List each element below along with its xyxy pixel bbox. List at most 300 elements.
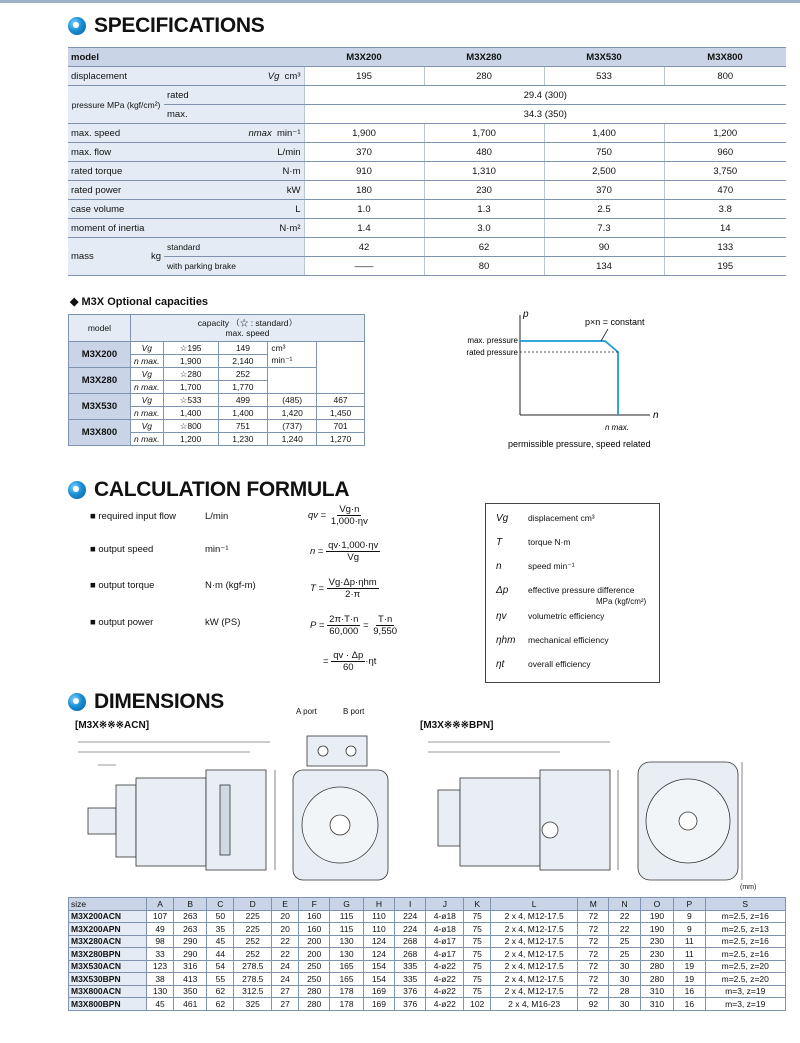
- opt-vg-label: [130, 368, 163, 381]
- spec-row-symbol: Vg: [267, 70, 280, 82]
- opt-cell: 2,140: [218, 355, 268, 368]
- legend-item: [496, 513, 595, 524]
- opt-cell: (485): [268, 394, 317, 407]
- spec-cell: 7.3: [544, 219, 664, 238]
- dims-header-cell: M: [578, 898, 609, 911]
- spec-mass-label: mass: [71, 251, 94, 262]
- dimensions-table: [68, 897, 786, 1011]
- dims-header-cell: G: [330, 898, 364, 911]
- dims-row: [69, 935, 786, 948]
- spec-cell: 960: [664, 143, 786, 162]
- dims-header-cell: P: [674, 898, 705, 911]
- dims-cell: 2 x 4, M12-17.5: [491, 923, 578, 936]
- dims-cell: 154: [363, 973, 394, 986]
- spec-cell: 195: [664, 257, 786, 276]
- opt-model: M3X530: [69, 394, 131, 420]
- calc-label: required input flow: [98, 511, 177, 522]
- dims-cell: 22: [272, 948, 299, 961]
- dims-cell: 252: [234, 935, 272, 948]
- calc-den: 9,550: [373, 626, 398, 637]
- center-circle: [330, 815, 350, 835]
- spec-cell: 1.3: [424, 200, 544, 219]
- spec-pressure-max-row: [68, 105, 786, 124]
- opt-empty: [268, 368, 317, 394]
- dims-cell: 178: [330, 985, 364, 998]
- dims-size-cell: M3X530BPN: [69, 973, 147, 986]
- spec-cell: 1,310: [424, 162, 544, 181]
- valve-block: [206, 770, 266, 870]
- acn-label: [M3X※※※ACN]: [75, 720, 150, 731]
- opt-cell: ☆280: [163, 368, 218, 381]
- spec-cell: 370: [544, 181, 664, 200]
- dims-cell: 22: [609, 910, 640, 923]
- spec-cell: 230: [424, 181, 544, 200]
- opt-row: [69, 342, 365, 355]
- dims-cell: 2 x 4, M12-17.5: [491, 935, 578, 948]
- dims-cell: 169: [363, 985, 394, 998]
- spec-cell: 90: [544, 238, 664, 257]
- spec-row: [68, 219, 786, 238]
- dims-cell: 28: [609, 985, 640, 998]
- dims-cell: 19: [674, 973, 705, 986]
- dims-cell: 75: [464, 973, 491, 986]
- dims-cell: 335: [395, 973, 426, 986]
- specifications-title: SPECIFICATIONS: [94, 14, 265, 37]
- graph-caption: permissible pressure, speed related: [508, 439, 651, 449]
- dims-cell: 165: [330, 960, 364, 973]
- spec-cell: 133: [664, 238, 786, 257]
- dims-cell: 107: [147, 910, 174, 923]
- dims-cell: 24: [272, 973, 299, 986]
- opt-row: [69, 394, 365, 407]
- dims-cell: m=2.5, z=20: [705, 960, 786, 973]
- dims-cell: 25: [609, 935, 640, 948]
- opt-cell: 1,700: [163, 381, 218, 394]
- spec-cell: 2,500: [544, 162, 664, 181]
- spec-row-label: displacement: [68, 67, 164, 86]
- mm-unit-label: (mm): [740, 884, 757, 891]
- dims-cell: m=2.5, z=16: [705, 910, 786, 923]
- calc-formula-torque: T = $\frac{\text{Vg·Δp·ηhm}}{2\cdot\pi}$: [310, 577, 377, 600]
- opt-cell: 1,230: [218, 433, 268, 446]
- dimensions-table-body: [69, 898, 786, 1011]
- dims-cell: 62: [207, 985, 234, 998]
- dims-cell: 9: [674, 923, 705, 936]
- spec-cell: 195: [304, 67, 424, 86]
- spec-cell: 910: [304, 162, 424, 181]
- opt-capacity-header: [130, 315, 364, 342]
- dims-cell: 110: [363, 923, 394, 936]
- optional-title-text: M3X Optional capacities: [81, 296, 209, 308]
- spec-pressure-label: pressure MPa (kgf/cm²): [68, 86, 164, 124]
- legend-item: [496, 537, 571, 548]
- calculation-heading: [68, 478, 349, 502]
- dims-header-cell: E: [272, 898, 299, 911]
- legend-item: [496, 611, 604, 622]
- dims-cell: m=2.5, z=16: [705, 948, 786, 961]
- dims-cell: 2 x 4, M12-17.5: [491, 948, 578, 961]
- dims-cell: 2 x 4, M12-17.5: [491, 973, 578, 986]
- dims-cell: 9: [674, 910, 705, 923]
- dims-cell: 224: [395, 923, 426, 936]
- dims-cell: 325: [234, 998, 272, 1011]
- dims-cell: 72: [578, 973, 609, 986]
- dimensions-heading: [68, 690, 224, 714]
- legend-item: [496, 659, 591, 670]
- legend-sym: ηt: [496, 659, 505, 670]
- spec-row-unit-text: N·m²: [279, 222, 301, 234]
- dims-header-cell: A: [147, 898, 174, 911]
- dims-header-cell: K: [464, 898, 491, 911]
- spec-row: [68, 200, 786, 219]
- opt-vg-sym: Vg: [141, 395, 152, 405]
- dims-cell: 4-ø17: [426, 948, 464, 961]
- dims-cell: 154: [363, 960, 394, 973]
- opt-cell: 1,400: [218, 407, 268, 420]
- calc-num: qv · Δp: [333, 650, 364, 661]
- legend-item: [496, 561, 575, 572]
- opt-vg-sym: Vg: [141, 343, 152, 353]
- dims-cell: 75: [464, 923, 491, 936]
- body: [460, 778, 540, 866]
- spec-row-unit-text: N·m: [282, 165, 301, 177]
- dims-cell: 11: [674, 948, 705, 961]
- opt-cell: ☆533: [163, 394, 218, 407]
- dims-cell: 110: [363, 910, 394, 923]
- opt-cell: 1,900: [163, 355, 218, 368]
- dims-cell: 72: [578, 935, 609, 948]
- dims-cell: 160: [299, 923, 330, 936]
- dims-cell: 310: [640, 998, 674, 1011]
- spec-cell: 1,400: [544, 124, 664, 143]
- spec-mass-unit: kg: [150, 251, 161, 262]
- spec-pressure-rated-row: [68, 86, 786, 105]
- dims-cell: 280: [299, 998, 330, 1011]
- legend-dp-unit: MPa (kgf/cm²): [596, 597, 647, 606]
- calc-label: output speed: [98, 544, 154, 555]
- calc-formula-power-alt: = $\frac{qv \cdot \Delta p}{60}$ ·ηt: [323, 650, 377, 673]
- opt-unit-cm3: cm³: [268, 342, 317, 355]
- dims-cell: 20: [272, 923, 299, 936]
- calc-fraction: [329, 504, 370, 527]
- graph-n-label: n: [653, 410, 659, 421]
- legend-text: volumetric efficiency: [528, 611, 605, 621]
- dims-cell: m=2.5, z=13: [705, 923, 786, 936]
- opt-cell: 149: [218, 342, 268, 355]
- dims-cell: 178: [330, 998, 364, 1011]
- dims-cell: 55: [207, 973, 234, 986]
- calc-formula-flow: qv = $\frac{Vg\cdot n}{1,000\cdot\eta v}$: [308, 504, 368, 527]
- dims-header-cell: I: [395, 898, 426, 911]
- legend-text: speed min⁻¹: [528, 561, 575, 571]
- dims-cell: 16: [674, 985, 705, 998]
- spec-row-label: rated torque: [68, 162, 164, 181]
- dims-cell: 278.5: [234, 960, 272, 973]
- spec-row-symbol: nmax: [248, 127, 272, 139]
- opt-n-sym: n max.: [134, 434, 160, 444]
- opt-cell: (737): [268, 420, 317, 433]
- pressure-speed-graph: [455, 305, 675, 455]
- dims-cell: m=2.5, z=20: [705, 973, 786, 986]
- opt-cell: 1,770: [218, 381, 268, 394]
- dims-cell: 4-ø22: [426, 998, 464, 1011]
- dims-cell: 280: [299, 985, 330, 998]
- dims-cell: 75: [464, 948, 491, 961]
- spec-cell: 134: [544, 257, 664, 276]
- dimensions-title: DIMENSIONS: [94, 690, 225, 713]
- calc-num: Vg·n: [339, 504, 360, 515]
- calc-num: T·n: [378, 614, 393, 625]
- legend-item: [496, 585, 634, 596]
- spec-row-unit-text: min⁻¹: [277, 127, 301, 139]
- calc-unit: kW (PS): [205, 617, 241, 628]
- calc-lhs: P: [310, 620, 317, 632]
- legend-item: [496, 635, 609, 646]
- opt-n-label: [130, 355, 163, 368]
- optional-capacities-title: ◆ M3X Optional capacities: [70, 296, 209, 308]
- opt-vg-label: [130, 394, 163, 407]
- calc-fraction-alt: [371, 614, 399, 637]
- dims-header-cell: S: [705, 898, 786, 911]
- dims-cell: 27: [272, 998, 299, 1011]
- spec-cell: 3,750: [664, 162, 786, 181]
- calc-den: 60,000: [329, 626, 359, 637]
- bullet-dot-icon: [68, 481, 86, 499]
- dims-cell: 72: [578, 948, 609, 961]
- dims-cell: m=2.5, z=16: [705, 935, 786, 948]
- bullet-dot-icon: [68, 17, 86, 35]
- spec-row-unit: [164, 200, 304, 219]
- dims-cell: 376: [395, 998, 426, 1011]
- spec-cell: 280: [424, 67, 544, 86]
- spec-cell: 533: [544, 67, 664, 86]
- dims-cell: 224: [395, 910, 426, 923]
- legend-sym: Δp: [496, 585, 509, 596]
- calc-unit: L/min: [205, 511, 229, 522]
- opt-cell: 252: [218, 368, 268, 381]
- dims-cell: 24: [272, 960, 299, 973]
- spec-cell: 14: [664, 219, 786, 238]
- dims-cell: 102: [464, 998, 491, 1011]
- legend-sym: ηv: [496, 611, 507, 622]
- opt-model: M3X200: [69, 342, 131, 368]
- spec-cell: 3.0: [424, 219, 544, 238]
- graph-max-pressure: max. pressure: [467, 336, 518, 345]
- calc-den: 2·π: [345, 589, 361, 600]
- opt-max-speed-label: max. speed: [225, 328, 270, 338]
- spec-cell: 1,900: [304, 124, 424, 143]
- dims-header-cell: B: [173, 898, 207, 911]
- opt-cell: 1,200: [163, 433, 218, 446]
- dims-size-cell: M3X280ACN: [69, 935, 147, 948]
- motor-acn-front-drawing: [285, 730, 400, 890]
- dims-cell: 49: [147, 923, 174, 936]
- dims-cell: 98: [147, 935, 174, 948]
- dims-cell: 30: [609, 973, 640, 986]
- dims-cell: 16: [674, 998, 705, 1011]
- cover: [220, 785, 230, 855]
- opt-header-row: [69, 315, 365, 342]
- dims-cell: 25: [609, 948, 640, 961]
- dims-cell: 2 x 4, M12-17.5: [491, 960, 578, 973]
- calc-unit: min⁻¹: [205, 544, 229, 555]
- spec-cell: 1,200: [664, 124, 786, 143]
- top-rule: [0, 0, 800, 3]
- center-circle: [679, 812, 697, 830]
- calc-num: Vg·Δp·ηhm: [328, 577, 377, 588]
- calc-den: 1,000·ηv: [330, 516, 368, 527]
- calc-tail: ·ηt: [365, 656, 377, 668]
- dims-cell: 75: [464, 960, 491, 973]
- dims-cell: 44: [207, 948, 234, 961]
- motor-bpn-front-drawing: [630, 740, 760, 890]
- dims-cell: m=3, z=19: [705, 985, 786, 998]
- spec-row-label: case volume: [68, 200, 164, 219]
- port-b: [346, 746, 356, 756]
- dims-cell: 376: [395, 985, 426, 998]
- spec-row-unit-text: kW: [286, 184, 301, 196]
- dims-cell: 130: [147, 985, 174, 998]
- dims-cell: 225: [234, 923, 272, 936]
- dims-cell: 4-ø18: [426, 910, 464, 923]
- opt-cell: 1,400: [163, 407, 218, 420]
- dims-size-cell: M3X280BPN: [69, 948, 147, 961]
- spec-row: [68, 143, 786, 162]
- spec-mass-standard-label: standard: [164, 238, 304, 257]
- dims-row: [69, 973, 786, 986]
- opt-cell: 1,270: [317, 433, 365, 446]
- dims-cell: 280: [640, 960, 674, 973]
- calc-lhs: n: [310, 546, 316, 558]
- flange: [438, 790, 460, 846]
- dims-cell: 280: [640, 973, 674, 986]
- dims-header-cell: O: [640, 898, 674, 911]
- calc-label: output power: [98, 617, 154, 628]
- dims-cell: 45: [207, 935, 234, 948]
- dims-cell: 123: [147, 960, 174, 973]
- bpn-label: [M3X※※※BPN]: [420, 720, 494, 731]
- spec-cell: 370: [304, 143, 424, 162]
- calc-formula-power: P = $\frac{2\pi\cdot T\cdot n}{60,000}$ = $\frac{T\cdot n}{9,550}$: [310, 614, 398, 637]
- opt-cell: ☆195: [163, 342, 218, 355]
- opt-vg-label: [130, 342, 163, 355]
- dims-cell: 35: [207, 923, 234, 936]
- dims-header-cell: C: [207, 898, 234, 911]
- specifications-heading: [68, 14, 264, 38]
- dims-header-cell: J: [426, 898, 464, 911]
- dims-cell: 4-ø22: [426, 960, 464, 973]
- dims-header-cell: N: [609, 898, 640, 911]
- valve-block: [540, 770, 610, 870]
- calc-fraction: [327, 614, 360, 637]
- dims-cell: 190: [640, 910, 674, 923]
- dims-cell: 62: [207, 998, 234, 1011]
- dims-row: [69, 910, 786, 923]
- opt-cell: 1,240: [268, 433, 317, 446]
- opt-cell: 1,420: [268, 407, 317, 420]
- spec-pressure-max-label: max.: [164, 105, 304, 124]
- dims-cell: 75: [464, 935, 491, 948]
- dims-cell: 268: [395, 948, 426, 961]
- dims-cell: 290: [173, 948, 207, 961]
- calc-formula-speed: n = $\frac{qv\cdot 1,000\cdot\eta v}{Vg}$: [310, 540, 379, 563]
- spec-row-label: max. flow: [68, 143, 164, 162]
- spec-row: [68, 162, 786, 181]
- spec-cell: 3.8: [664, 200, 786, 219]
- dims-cell: 130: [330, 935, 364, 948]
- calc-fraction-alt2: [331, 650, 365, 673]
- spec-cell: ——: [304, 257, 424, 276]
- spec-pressure-rated-label: rated: [164, 86, 304, 105]
- dims-cell: 290: [173, 935, 207, 948]
- dims-cell: 72: [578, 985, 609, 998]
- opt-row: [69, 420, 365, 433]
- spec-mass-brake-label: with parking brake: [164, 257, 304, 276]
- calc-unit: N·m (kgf-m): [205, 580, 256, 591]
- opt-cell: 499: [218, 394, 268, 407]
- dims-row: [69, 998, 786, 1011]
- spec-header-model: model: [68, 48, 304, 67]
- spec-mass-cell: [68, 238, 164, 276]
- opt-vg-sym: Vg: [141, 369, 152, 379]
- spec-mass-brake-row: [68, 257, 786, 276]
- dims-cell: 169: [363, 998, 394, 1011]
- dims-cell: 115: [330, 910, 364, 923]
- opt-cell: 467: [317, 394, 365, 407]
- dims-cell: 72: [578, 910, 609, 923]
- spec-cell: 1.0: [304, 200, 424, 219]
- spec-row-label: moment of inertia: [68, 219, 164, 238]
- spec-header-col: M3X200: [304, 48, 424, 67]
- dims-size-cell: M3X200ACN: [69, 910, 147, 923]
- spec-cell: 750: [544, 143, 664, 162]
- calc-item: ■ output torque: [90, 580, 155, 591]
- dims-size-cell: M3X200APN: [69, 923, 147, 936]
- spec-cell: 800: [664, 67, 786, 86]
- spec-row-unit-text: cm³: [284, 70, 301, 82]
- a-port-label: A port: [296, 707, 317, 716]
- body: [136, 778, 206, 866]
- spec-cell: 62: [424, 238, 544, 257]
- dims-cell: 165: [330, 973, 364, 986]
- dims-cell: 4-ø22: [426, 985, 464, 998]
- opt-empty: [317, 342, 365, 394]
- legend-sym: ηhm: [496, 635, 516, 646]
- dims-cell: 4-ø18: [426, 923, 464, 936]
- dims-cell: 33: [147, 948, 174, 961]
- graph-leader-line: [601, 329, 608, 341]
- dims-cell: 115: [330, 923, 364, 936]
- dims-cell: 2 x 4, M12-17.5: [491, 910, 578, 923]
- calc-num: qv·1,000·ηv: [328, 540, 379, 551]
- dims-row: [69, 923, 786, 936]
- calc-label: output torque: [98, 580, 155, 591]
- opt-n-label: [130, 407, 163, 420]
- spec-header-col: M3X530: [544, 48, 664, 67]
- dims-cell: 278.5: [234, 973, 272, 986]
- legend-text: overall efficiency: [528, 659, 591, 669]
- specifications-table: [68, 47, 786, 276]
- opt-cell: 1,450: [317, 407, 365, 420]
- dims-cell: 250: [299, 973, 330, 986]
- spec-cell: 1,700: [424, 124, 544, 143]
- dims-cell: 27: [272, 985, 299, 998]
- opt-model: M3X800: [69, 420, 131, 446]
- dims-cell: 22: [272, 935, 299, 948]
- opt-cell: 701: [317, 420, 365, 433]
- dims-cell: 72: [578, 960, 609, 973]
- dims-cell: 312.5: [234, 985, 272, 998]
